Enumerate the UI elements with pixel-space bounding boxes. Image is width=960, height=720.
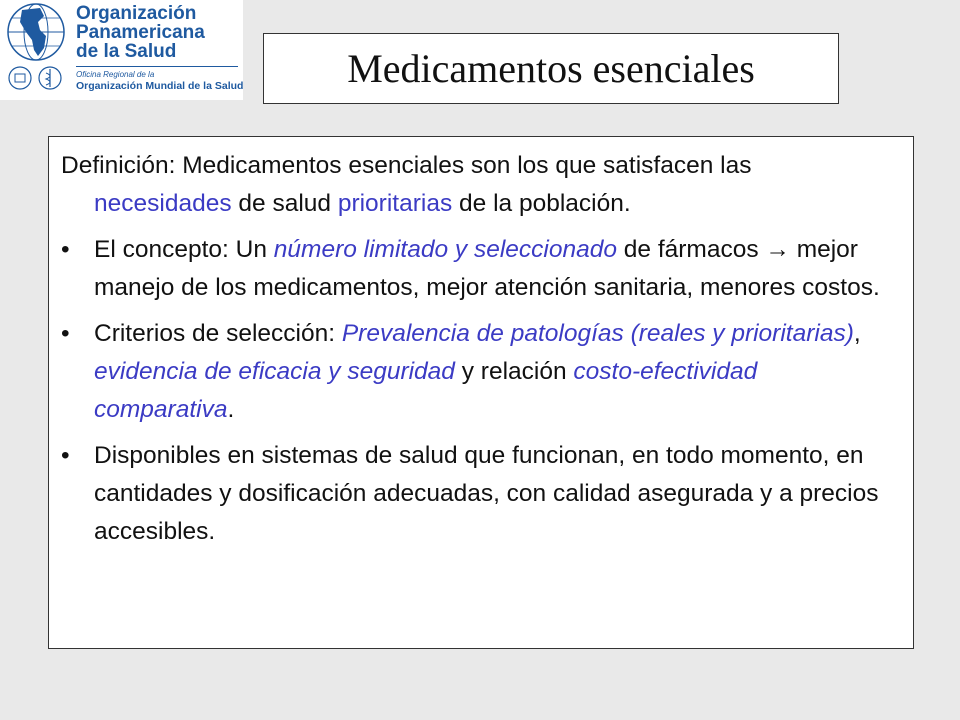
logo-line-2: Panamericana: [76, 22, 205, 43]
def-text-2: de salud: [231, 190, 338, 217]
slide-title: Medicamentos esenciales: [347, 46, 755, 91]
logo-sub-line-2: Organización Mundial de la Salud: [76, 80, 244, 92]
logo-subtitle: [76, 70, 243, 93]
bullet-icon: •: [61, 320, 70, 347]
logo-line-3: de la Salud: [76, 41, 177, 62]
bullet-icon: •: [61, 442, 70, 469]
globe-emblem-icon: [0, 0, 76, 100]
def-text-3: de la población.: [452, 190, 631, 217]
criteria-text-3: y relación: [454, 358, 574, 385]
criteria-text-4: .: [227, 396, 235, 423]
logo-sub-line-1: Oficina Regional de la: [76, 70, 155, 79]
title-box: [263, 33, 839, 104]
logo-line-1: Organización: [76, 3, 197, 24]
concept-text-2: de fármacos → mejor manejo de los medicamentos, mejor atención sanitaria, menores costos.: [94, 236, 880, 301]
concept-highlight: número limitado y seleccionado: [273, 236, 617, 263]
bullet-icon: •: [61, 236, 70, 263]
def-text-1: Definición: Medicamentos esenciales son los que satisfacen las: [61, 152, 752, 179]
criteria-text-2: ,: [853, 320, 861, 347]
content-box: [48, 136, 914, 649]
def-highlight-needs: necesidades: [94, 190, 232, 217]
criteria-bullet: [61, 315, 893, 429]
logo-divider: [76, 66, 238, 67]
concept-bullet: [61, 231, 893, 307]
availability-bullet: [61, 437, 893, 551]
def-highlight-priority: prioritarias: [337, 190, 453, 217]
criteria-text-1: Criterios de selección:: [94, 320, 342, 347]
definition-paragraph: [61, 147, 893, 223]
criteria-highlight-cost: costo-efectividad comparativa: [94, 358, 758, 423]
logo-name: [76, 4, 246, 61]
criteria-highlight-prevalence: Prevalencia de patologías (reales y prioritarias): [341, 320, 854, 347]
availability-text: Disponibles en sistemas de salud que funcionan, en todo momento, en cantidades y dosificación adecuadas, con calidad asegurada y a precios accesibles.: [94, 442, 879, 545]
criteria-highlight-evidence: evidencia de eficacia y seguridad: [94, 358, 455, 385]
concept-text-1: El concepto: Un: [94, 236, 274, 263]
paho-logo: [0, 0, 243, 100]
